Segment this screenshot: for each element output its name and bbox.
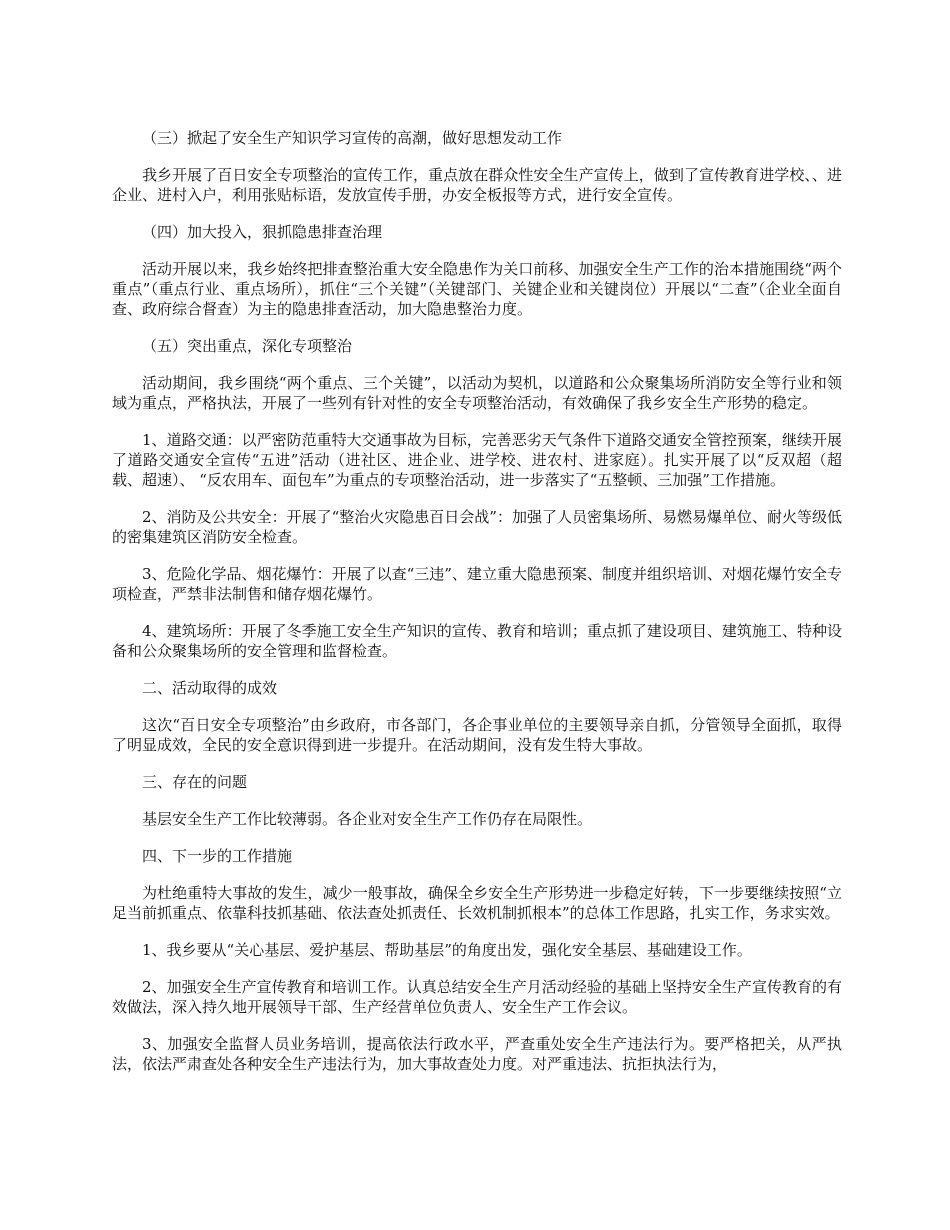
body-paragraph: 活动开展以来，我乡始终把排查整治重大安全隐患作为关口前移、加强安全生产工作的治本措施围绕“两个重点”（重点行业、重点场所），抓住“三个关键”（关键部门、关键企业和关键岗位）开展以“二查”（企业全面自查、政府综合督查）为主的隐患排查活动，加大隐患整治力度。 — [112, 260, 842, 318]
body-paragraph: 活动期间，我乡围绕“两个重点、三个关键”，以活动为契机，以道路和公众聚集场所消防安全等行业和领域为重点，严格执法，开展了一些列有针对性的安全专项整治活动，有效确保了我乡安全生产形势的稳定。 — [112, 374, 842, 412]
body-paragraph: 这次“百日安全专项整治”由乡政府，市各部门，各企事业单位的主要领导亲自抓，分管领导全面抓，取得了明显成效，全民的安全意识得到进一步提升。在活动期间，没有发生特大事故。 — [112, 716, 842, 754]
body-paragraph: 我乡开展了百日安全专项整治的宣传工作，重点放在群众性安全生产宣传上，做到了宣传教育进学校、、进企业、进村入户，利用张贴标语，发放宣传手册，办安全板报等方式，进行安全宣传。 — [112, 166, 842, 204]
list-item-training: 2、加强安全生产宣传教育和培训工作。认真总结安全生产月活动经验的基础上坚持安全生产宣传教育的有效做法，深入持久地开展领导干部、生产经营单位负责人、安全生产工作会议。 — [112, 978, 842, 1016]
section-heading-problems: 三、存在的问题 — [142, 773, 248, 791]
body-paragraph: 为杜绝重特大事故的发生，减少一般事故，确保全乡安全生产形势进一步稳定好转，下一步要继续按照“立足当前抓重点、依靠科技抓基础、依法查处抓责任、长效机制抓根本”的总体工作思路，扎实工作，务求实效。 — [112, 884, 842, 922]
list-item-hazardous-chemicals: 3、危险化学品、烟花爆竹：开展了以查“三违”、建立重大隐患预案、制度并组织培训、对烟花爆竹安全专项检查，严禁非法制售和储存烟花爆竹。 — [112, 565, 842, 603]
section-heading-4: （四）加大投入，狠抓隐患排查治理 — [142, 223, 383, 241]
list-item-road-traffic: 1、道路交通：以严密防范重特大交通事故为目标，完善恶劣天气条件下道路交通安全管控预案，继续开展了道路交通安全宣传“五进”活动（进社区、进企业、进学校、进农村、进家庭）。扎实开展了以“反双超（超载、超速）、 “反农用车、面包车”为重点的专项整治活动，进一步落实了“五整顿、三加强”工作措施。 — [112, 431, 842, 489]
list-item-grassroots: 1、我乡要从“关心基层、爱护基层、帮助基层”的角度出发，强化安全基层、基础建设工作。 — [142, 941, 752, 959]
list-item-enforcement: 3、加强安全监督人员业务培训，提高依法行政水平，严查重处安全生产违法行为。要严格把关，从严执法，依法严肃查处各种安全生产违法行为，加大事故查处力度。对严重违法、抗拒执法行为， — [112, 1035, 842, 1073]
section-heading-next-steps: 四、下一步的工作措施 — [142, 847, 293, 865]
list-item-construction: 4、建筑场所：开展了冬季施工安全生产知识的宣传、教育和培训；重点抓了建设项目、建筑施工、特种设备和公众聚集场所的安全管理和监督检查。 — [112, 622, 842, 660]
body-paragraph: 基层安全生产工作比较薄弱。各企业对安全生产工作仍存在局限性。 — [142, 810, 593, 828]
section-heading-results: 二、活动取得的成效 — [142, 679, 278, 697]
list-item-fire-safety: 2、消防及公共安全：开展了“整治火灾隐患百日会战”：加强了人员密集场所、易燃易爆单位、耐火等级低的密集建筑区消防安全检查。 — [112, 508, 842, 546]
section-heading-3: （三）掀起了安全生产知识学习宣传的高潮，做好思想发动工作 — [142, 129, 563, 147]
section-heading-5: （五）突出重点，深化专项整治 — [142, 337, 353, 355]
document-body — [112, 128, 842, 1074]
